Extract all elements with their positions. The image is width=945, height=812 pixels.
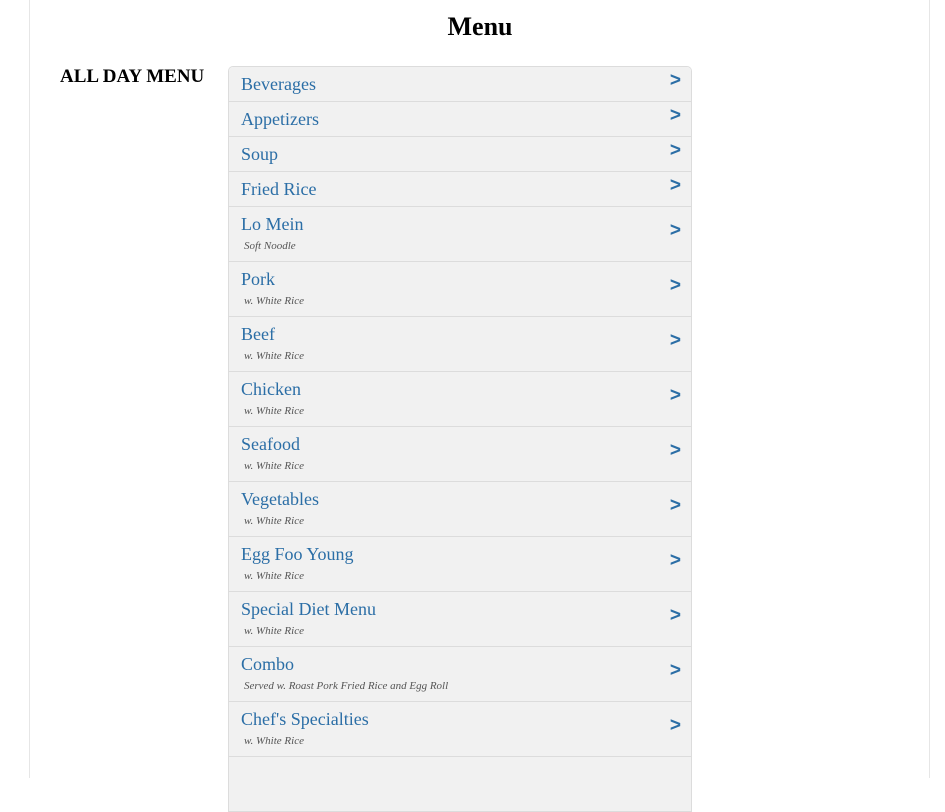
menu-item-special-diet-menu[interactable] (229, 592, 691, 647)
menu-item-name: Beverages (241, 74, 316, 94)
menu-item-subtitle: w. White Rice (244, 405, 304, 417)
menu-item-chefs-specialties[interactable] (229, 702, 691, 757)
chevron-right-icon: > (669, 605, 681, 626)
menu-item-subtitle: w. White Rice (244, 570, 304, 582)
chevron-right-icon: > (669, 330, 681, 351)
menu-item-subtitle: w. White Rice (244, 735, 304, 747)
menu-item-soup[interactable] (229, 137, 691, 172)
menu-item-name: Lo Mein (241, 214, 304, 234)
chevron-right-icon: > (669, 660, 681, 681)
chevron-right-icon: > (669, 220, 681, 241)
chevron-right-icon: > (669, 175, 681, 196)
menu-item-subtitle: Soft Noodle (244, 240, 296, 252)
menu-item-appetizers[interactable] (229, 102, 691, 137)
menu-item-subtitle: w. White Rice (244, 295, 304, 307)
chevron-right-icon: > (669, 495, 681, 516)
menu-item-next[interactable] (229, 757, 691, 812)
menu-item-egg-foo-young[interactable] (229, 537, 691, 592)
menu-item-fried-rice[interactable] (229, 172, 691, 207)
menu-item-lo-mein[interactable] (229, 207, 691, 262)
page-title: Menu (447, 12, 513, 41)
menu-item-combo[interactable] (229, 647, 691, 702)
menu-item-name: Vegetables (241, 489, 319, 509)
menu-item-name: Chicken (241, 379, 301, 399)
chevron-right-icon: > (669, 715, 681, 736)
menu-item-name: Combo (241, 654, 295, 674)
menu-item-name: Appetizers (241, 109, 319, 129)
chevron-right-icon: > (669, 105, 681, 126)
menu-item-subtitle: w. White Rice (244, 515, 304, 527)
menu-item-name: Pork (241, 269, 276, 289)
menu-item-name: Beef (241, 324, 275, 344)
chevron-right-icon: > (669, 385, 681, 406)
chevron-right-icon: > (669, 140, 681, 161)
menu-item-pork[interactable] (229, 262, 691, 317)
menu-item-seafood[interactable] (229, 427, 691, 482)
chevron-right-icon: > (669, 440, 681, 461)
chevron-right-icon: > (669, 70, 681, 91)
chevron-right-icon: > (669, 550, 681, 571)
menu-item-vegetables[interactable] (229, 482, 691, 537)
menu-item-chicken[interactable] (229, 372, 691, 427)
section-label-all-day-menu: ALL DAY MENU (60, 66, 205, 87)
menu-item-subtitle: w. White Rice (244, 460, 304, 472)
menu-item-subtitle: w. White Rice (244, 350, 304, 362)
menu-item-name: Special Diet Menu (241, 599, 376, 619)
menu-item-name: Fried Rice (241, 179, 317, 199)
menu-item-name: Egg Foo Young (241, 544, 354, 564)
menu-item-name: Seafood (241, 434, 300, 454)
menu-item-name: Soup (241, 144, 279, 164)
menu-item-beef[interactable] (229, 317, 691, 372)
menu-item-name: Chef's Specialties (241, 709, 369, 729)
chevron-right-icon: > (669, 275, 681, 296)
menu-category-list (228, 66, 692, 812)
menu-item-beverages[interactable] (229, 67, 691, 102)
menu-item-subtitle: Served w. Roast Pork Fried Rice and Egg Roll (244, 680, 449, 692)
menu-item-subtitle: w. White Rice (244, 625, 304, 637)
